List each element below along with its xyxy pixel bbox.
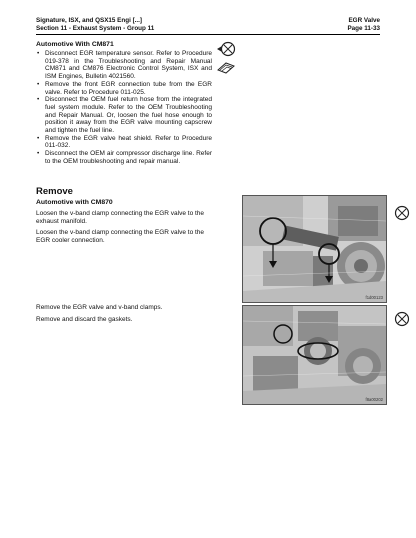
step-text-clamp-exhaust: Loosen the v-band clamp connecting the EGR valve to the exhaust manifold. <box>36 210 205 225</box>
step-text-remove-valve: Remove the EGR valve and v-band clamps. <box>36 304 163 311</box>
figure-code: f8a00202 <box>365 397 383 402</box>
section-heading-remove: Remove <box>36 186 73 197</box>
list-item: • Remove the EGR valve heat shield. Refer to Procedure 011-032. <box>36 135 212 150</box>
figure-code: f1d00123 <box>365 295 383 300</box>
list-item: • Remove the front EGR connection tube from the EGR valve. Refer to Procedure 011-025. <box>36 81 212 96</box>
section-title: Section 11 - Exhaust System - Group 11 <box>36 25 155 32</box>
list-item: • Disconnect the OEM air compressor discharge line. Refer to the OEM troubleshooting and repair manual. <box>36 150 212 165</box>
figure-egr-valve-removal <box>242 305 387 405</box>
figure-egr-valve-clamps <box>242 195 387 303</box>
procedure-bullet-list <box>36 50 212 166</box>
page-topic: EGR Valve <box>348 17 380 24</box>
list-item: • Disconnect the OEM fuel return hose from the integrated fuel system module. Refer to the OEM Troubleshooting and Repair Manual. Or, loosen the fuel hose enough to position it away from the EGR valve mounting capscrew and tighten the fuel line. <box>36 96 212 135</box>
list-item: • Disconnect EGR temperature sensor. Refer to Procedure 019-378 in the Troubleshooting and Repair Manual CM871 and CM876 Electronic Control System, ISX and ISM Engines, Bulletin 4021560. <box>36 50 212 81</box>
wrench-disc-icon <box>392 310 412 333</box>
manual-book-icon <box>216 60 236 79</box>
step-text-clamp-cooler: Loosen the v-band clamp connecting the EGR valve to the EGR cooler connection. <box>36 229 205 244</box>
running-header-left <box>36 17 256 33</box>
subheading-cm870: Automotive with CM870 <box>36 199 113 206</box>
manual-title: Signature, ISX, and QSX15 Engi [...] <box>36 17 143 24</box>
running-header-right <box>260 17 380 33</box>
header-rule <box>36 34 380 35</box>
page-number: Page 11-33 <box>347 25 380 32</box>
step-text-discard-gaskets: Remove and discard the gaskets. <box>36 316 133 323</box>
subheading-cm871: Automotive With CM871 <box>36 41 114 48</box>
wrench-disc-icon <box>392 204 412 227</box>
